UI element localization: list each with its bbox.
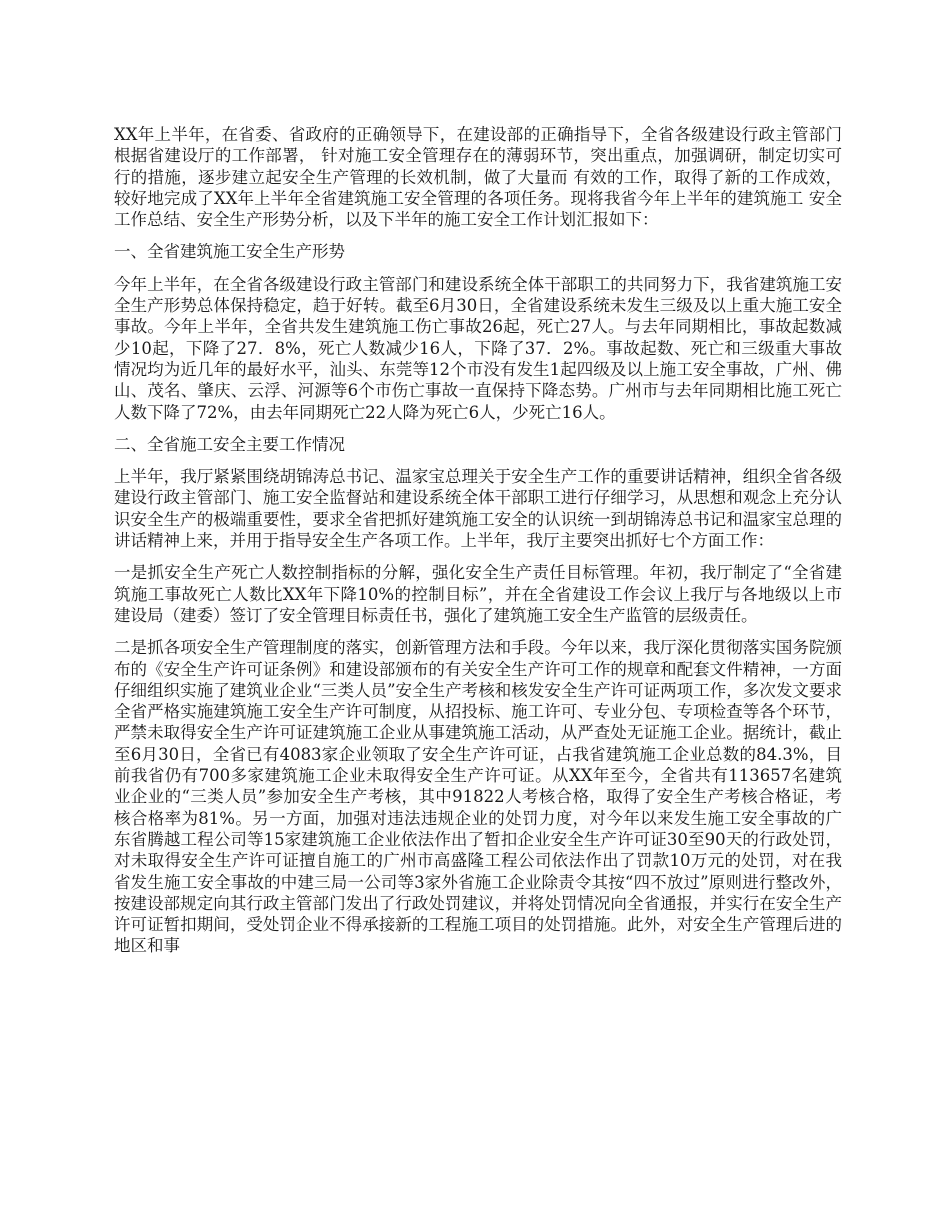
safety-situation-paragraph: 今年上半年，在全省各级建设行政主管部门和建设系统全体干部职工的共同努力下，我省建筑施工安全生产形势总体保持稳定，趋于好转。截至6月30日，全省建设系统未发生三级及以上重大施工安全事故。今年上半年，全省共发生建筑施工伤亡事故26起，死亡27人。与去年同期相比，事故起数减少10起，下降了27．8%，死亡人数减少16人，下降了37．2%。事故起数、死亡和三级重大事故情况均为近几年的最好水平，汕头、东莞等12个市没有发生1起四级及以上施工安全事故，广州、佛山、茂名、肇庆、云浮、河源等6个市伤亡事故一直保持下降态势。广州市与去年同期相比施工死亡人数下降了72%，由去年同期死亡22人降为死亡6人，少死亡16人。: [114, 274, 842, 422]
section-heading-2: 二、全省施工安全主要工作情况: [114, 434, 345, 454]
main-work-intro-paragraph: 上半年，我厅紧紧围绕胡锦涛总书记、温家宝总理关于安全生产工作的重要讲话精神，组织全省各级建设行政主管部门、施工安全监督站和建设系统全体干部职工进行仔细学习，从思想和观念上充分认识安全生产的极端重要性，要求全省把抓好建筑施工安全的认识统一到胡锦涛总书记和温家宝总理的讲话精神上来，并用于指导安全生产各项工作。上半年，我厅主要突出抓好七个方面工作：: [114, 467, 842, 551]
work-item-1-paragraph: 一是抓安全生产死亡人数控制指标的分解，强化安全生产责任目标管理。年初，我厅制定了“全省建筑施工事故死亡人数比XX年下降10%的控制目标”，并在全省建设工作会议上我厅与各地级以上市建设局（建委）签订了安全管理目标责任书，强化了建筑施工安全生产监管的层级责任。: [114, 563, 842, 625]
intro-paragraph: XX年上半年，在省委、省政府的正确领导下，在建设部的正确指导下，全省各级建设行政主管部门根据省建设厅的工作部署， 针对施工安全管理存在的薄弱环节，突出重点，加强调研，制定切实可行的措施，逐步建立起安全生产管理的长效机制，做了大量而 有效的工作，取得了新的工作成效，较好地完成了XX年上半年全省建筑施工安全管理的各项任务。现将我省今年上半年的建筑施工 安全工作总结、安全生产形势分析，以及下半年的施工安全工作计划汇报如下：: [114, 125, 842, 230]
work-item-2-paragraph: 二是抓各项安全生产管理制度的落实，创新管理方法和手段。今年以来，我厅深化贯彻落实国务院颁布的《安全生产许可证条例》和建设部颁布的有关安全生产许可工作的规章和配套文件精神，一方面仔细组织实施了建筑业企业“三类人员”安全生产考核和核发安全生产许可证两项工作，多次发文要求全省严格实施建筑施工安全生产许可制度，从招投标、施工许可、专业分包、专项检查等各个环节，严禁未取得安全生产许可证建筑施工企业从事建筑施工活动，从严查处无证施工企业。据统计，截止至6月30日，全省已有4083家企业领取了安全生产许可证，占我省建筑施工企业总数的84.3%，目前我省仍有700多家建筑施工企业未取得安全生产许可证。从XX年至今，全省共有113657名建筑业企业的“三类人员”参加安全生产考核，其中91822人考核合格，取得了安全生产考核合格证，考核合格率为81%。另一方面，加强对违法违规企业的处罚力度，对今年以来发生施工安全事故的广东省腾越工程公司等15家建筑施工企业依法作出了暂扣企业安全生产许可证30至90天的行政处罚，对未取得安全生产许可证擅自施工的广州市高盛隆工程公司依法作出了罚款10万元的处罚，对在我省发生施工安全事故的中建三局一公司等3家外省施工企业除责令其按“四不放过”原则进行整改外，按建设部规定向其行政主管部门发出了行政处罚建议，并将处罚情况向全省通报，并实行在安全生产许可证暂扣期间，受处罚企业不得承接新的工程施工项目的处罚措施。此外，对安全生产管理后进的地区和事: [114, 638, 842, 956]
document-page: [114, 124, 842, 968]
section-heading-1: 一、全省建筑施工安全生产形势: [114, 242, 345, 262]
